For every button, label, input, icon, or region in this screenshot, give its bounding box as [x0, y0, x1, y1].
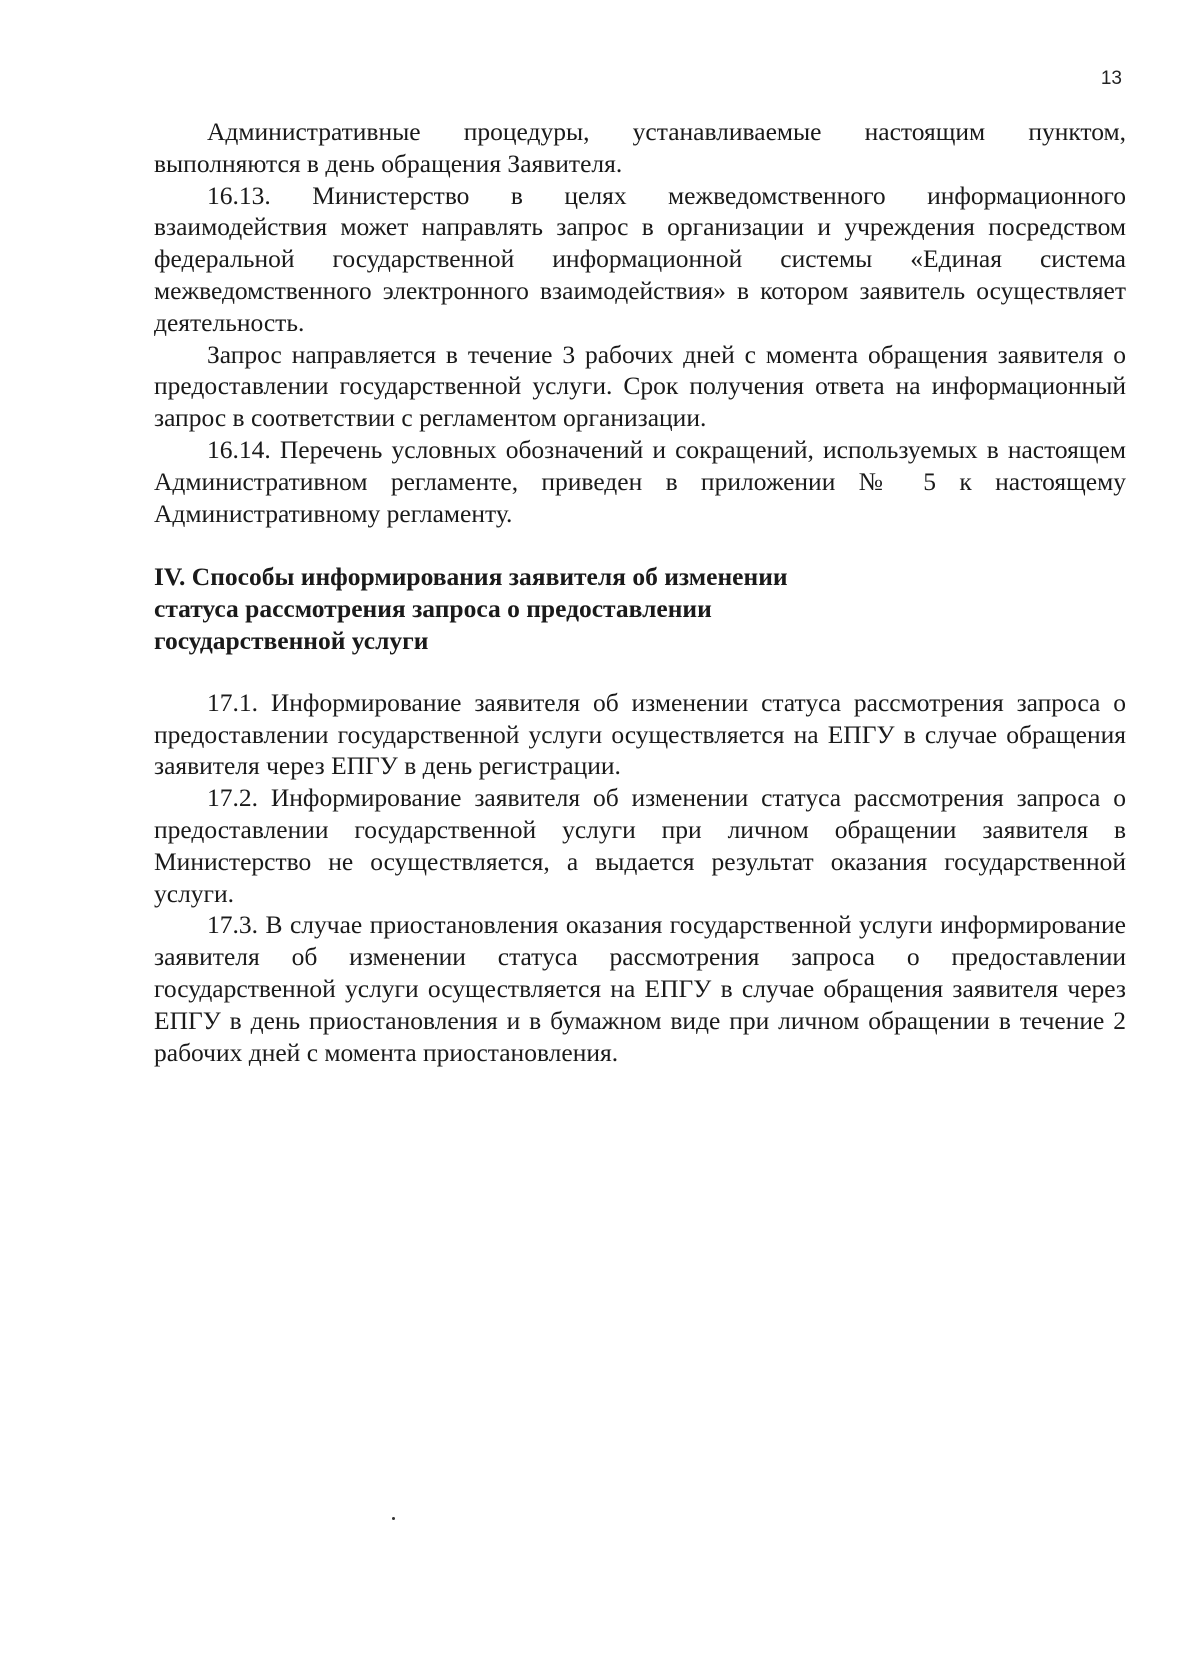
- section-heading-line: IV. Способы информирования заявителя об изменении: [154, 562, 788, 592]
- section-heading-line: государственной услуги: [154, 625, 429, 655]
- paragraph-16-13: 16.13. Министерство в целях межведомственного информационного взаимодействия может направлять запрос в организации и учреждения посредством федеральной государственной информационной системы «Единая система межведомственного электронного взаимодействия» в котором заявитель осуществляет деятельность.: [154, 180, 1126, 337]
- scan-speck: [392, 1517, 395, 1520]
- document-body: [154, 116, 1126, 1068]
- paragraph-17-1: 17.1. Информирование заявителя об изменении статуса рассмотрения запроса о предоставлении государственной услуги осуществляется на ЕПГУ в случае обращения заявителя через ЕПГУ в день регистрации.: [154, 687, 1126, 781]
- page-number: 13: [1100, 68, 1122, 89]
- section-heading-line: статуса рассмотрения запроса о предоставлении: [154, 594, 712, 624]
- section-heading-iv: [154, 561, 1126, 656]
- paragraph-request-deadline: Запрос направляется в течение 3 рабочих дней с момента обращения заявителя о предоставлении государственной услуги. Срок получения ответа на информационный запрос в соответствии с регламентом организации.: [154, 339, 1126, 433]
- paragraph-17-2: 17.2. Информирование заявителя об изменении статуса рассмотрения запроса о предоставлении государственной услуги при личном обращении заявителя в Министерство не осуществляется, а выдается результат оказания государственной услуги.: [154, 783, 1126, 908]
- paragraph-16-14: 16.14. Перечень условных обозначений и сокращений, используемых в настоящем Административном регламенте, приведен в приложении № 5 к настоящему Административному регламенту.: [154, 434, 1126, 528]
- paragraph-17-3: 17.3. В случае приостановления оказания государственной услуги информирование заявителя об изменении статуса рассмотрения запроса о предоставлении государственной услуги осуществляется на ЕПГУ в случае обращения заявителя через ЕПГУ в день приостановления и в бумажном виде при личном обращении в течение 2 рабочих дней с момента приостановления.: [154, 910, 1126, 1067]
- paragraph-procedures-same-day: Административные процедуры, устанавливаемые настоящим пунктом, выполняются в день обращения Заявителя.: [154, 117, 1126, 178]
